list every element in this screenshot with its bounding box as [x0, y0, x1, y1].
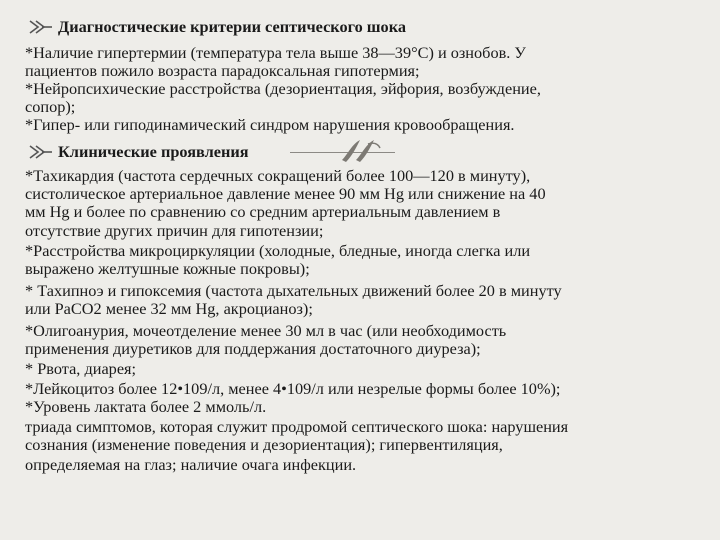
text-line: сопор);	[25, 97, 76, 116]
section-heading-diagnostic-criteria: Диагностические критерии септического шока	[58, 17, 406, 36]
text-line: применения диуретиков для поддержания достаточного диуреза);	[25, 339, 481, 358]
text-line: *Гипер- или гиподинамический синдром нарушения кровообращения.	[25, 115, 515, 134]
text-line: *Наличие гипертермии (температура тела выше 38—39°С) и ознобов. У	[25, 43, 526, 62]
text-line: * Рвота, диарея;	[25, 359, 137, 378]
text-line: *Лейкоцитоз более 12•109/л, менее 4•109/л или незрелые формы более 10%);	[25, 379, 561, 398]
text-line: систолическое артериальное давление менее 90 мм Hg или снижение на 40	[25, 184, 546, 203]
text-line: или PaCO2 менее 32 мм Hg, акроцианоз);	[25, 299, 313, 318]
text-line: * Тахипноэ и гипоксемия (частота дыхательных движений более 20 в минуту	[25, 281, 562, 300]
text-line: сознания (изменение поведения и дезориентация); гипервентиляция,	[25, 435, 503, 454]
text-line: *Уровень лактата более 2 ммоль/л.	[25, 397, 267, 416]
text-line: определяемая на глаз; наличие очага инфекции.	[25, 455, 357, 474]
text-line: триада симптомов, которая служит продромой септического шока: нарушения	[25, 417, 569, 436]
text-line: отсутствие других причин для гипотензии;	[25, 221, 324, 240]
text-line: пациентов пожило возраста парадоксальная гипотермия;	[25, 61, 420, 80]
scroll-ornament-icon	[338, 136, 382, 166]
bullet-arrow-icon	[28, 143, 54, 161]
section-heading-clinical-manifestations: Клинические проявления	[58, 142, 249, 161]
text-line: *Нейропсихические расстройства (дезориентация, эйфория, возбуждение,	[25, 79, 541, 98]
text-line: выражено желтушные кожные покровы);	[25, 259, 310, 278]
text-line: *Расстройства микроциркуляции (холодные, бледные, иногда слегка или	[25, 241, 531, 260]
text-line: *Тахикардия (частота сердечных сокращений более 100—120 в минуту),	[25, 166, 531, 185]
text-line: *Олигоанурия, мочеотделение менее 30 мл в час (или необходимость	[25, 321, 507, 340]
text-line: мм Hg и более по сравнению со средним артериальным давлением в	[25, 202, 501, 221]
bullet-arrow-icon	[28, 18, 54, 36]
